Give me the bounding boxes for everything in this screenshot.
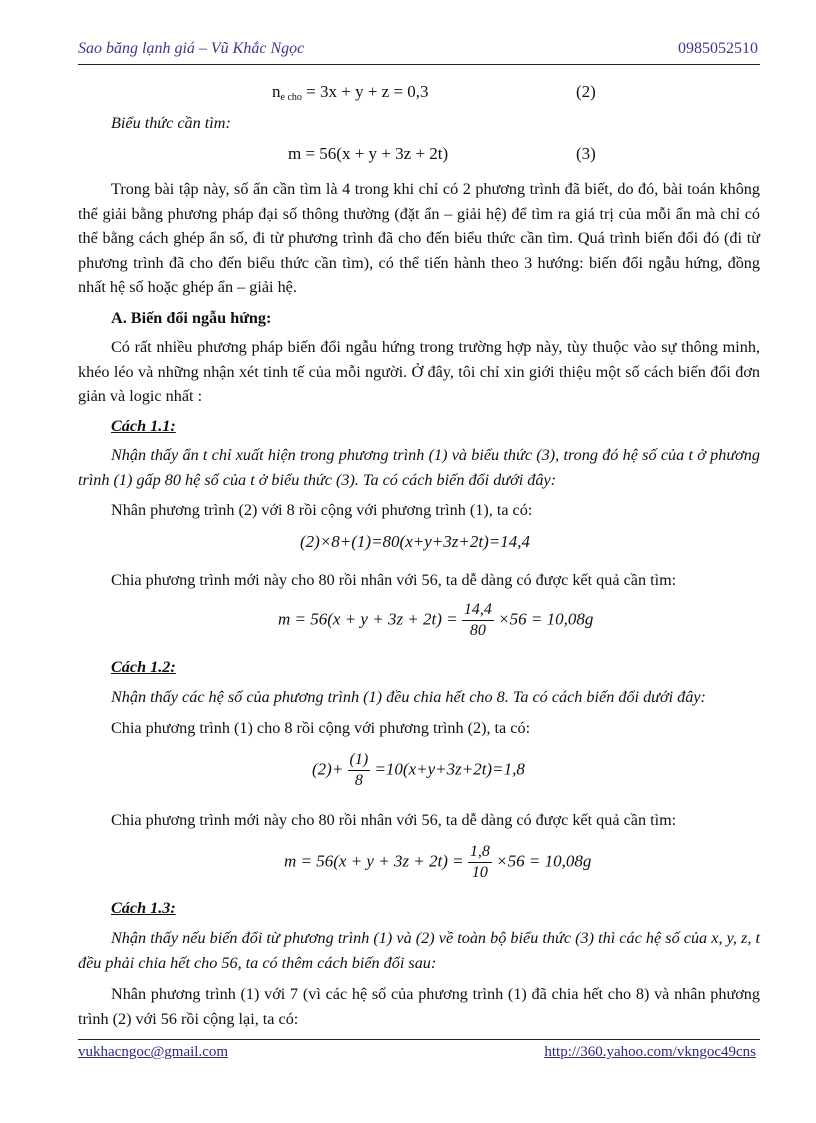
method-1-2-note: Nhận thấy các hệ số của phương trình (1) đều chia hết cho 8. Ta có cách biến đổi dưới đây: <box>111 688 706 706</box>
method-1-2-step2: Chia phương trình mới này cho 80 rồi nhân với 56, ta dễ dàng có được kết quả cần tìm: <box>111 811 677 829</box>
equation-3-number: (3) <box>576 144 596 163</box>
footer-email-link[interactable]: vukhacngoc@gmail.com <box>78 1044 229 1060</box>
header-author: Sao băng lạnh giá – Vũ Khắc Ngọc <box>78 40 305 57</box>
header-phone: 0985052510 <box>678 40 758 57</box>
method-1-3-note: Nhận thấy nếu biến đổi từ phương trình (1) và (2) về toàn bộ biểu thức (3) thì các hệ số của x, y, z, t đều phải chia hết cho 56, ta có thêm cách biến đổi sau: <box>78 929 760 972</box>
method-1-1-note: Nhận thấy ẩn t chỉ xuất hiện trong phương trình (1) và biểu thức (3), trong đó hệ số của t ở phương trình (1) gấp 80 hệ số của t ở biểu thức (3). Ta có cách biến đổi dưới đây: <box>78 446 760 489</box>
method-1-1-step1: Nhân phương trình (2) với 8 rồi cộng với phương trình (1), ta có: <box>111 501 533 519</box>
footer-website-link[interactable]: http://360.yahoo.com/vkngoc49cns <box>544 1044 756 1060</box>
fraction-14-4-over-80: $\frac{14,4}{80}$ <box>463 601 492 639</box>
equation-2: $n_{e cho} = 3x + y + z = 0,3$ <box>272 82 429 103</box>
method-1-2-equation-2: m = 56(x + y + 3z + 2t) = $\frac{1,8}{10}$ ×56 = 10,08g <box>284 843 592 881</box>
footer-rule <box>78 1039 760 1040</box>
method-1-1-step2: Chia phương trình mới này cho 80 rồi nhân với 56, ta dễ dàng có được kết quả cần tìm: <box>111 571 677 589</box>
fraction-1-8-over-10: $\frac{1,8}{10}$ <box>469 843 490 881</box>
method-1-2-title: Cách 1.2: <box>111 658 176 676</box>
method-1-1-equation-2: m = 56(x + y + 3z + 2t) = $\frac{14,4}{80}$ ×56 = 10,08g <box>278 601 594 639</box>
paragraph-section-a: Có rất nhiều phương pháp biến đổi ngẫu hứng trong trường hợp này, tùy thuộc vào sự thông minh, khéo léo và những nhận xét tinh tế của mỗi người. Ở đây, tôi chỉ xin giới thiệu một số cách biến đổi đơn giản và logic nhất : <box>78 338 760 405</box>
equation-3: m = 56(x + y + 3z + 2t) <box>288 144 449 163</box>
paragraph-intro: Trong bài tập này, số ẩn cần tìm là 4 trong khi chỉ có 2 phương trình đã biết, do đó, bài toán không thể giải bằng phương pháp đại số thông thường (đặt ẩn – giải hệ) để tìm ra giá trị của mỗi ẩn mà chỉ có thể bằng cách ghép ẩn số, đi từ phương trình đã cho đến biểu thức cần tìm. Quá trình biến đổi đó (đi từ phương trình đã cho đến biểu thức cần tìm), có thể tiến hành theo 3 hướng: biến đổi ngẫu hứng, đồng nhất hệ số hoặc ghép ẩn – giải hệ. <box>78 180 760 296</box>
method-1-3-title: Cách 1.3: <box>111 899 176 917</box>
equation-2-number: (2) <box>576 82 596 101</box>
fraction-1-over-8: $\frac{(1)}{8}$ <box>349 751 369 789</box>
method-1-2-equation-1: (2)+ $\frac{(1)}{8}$ =10(x+y+3z+2t)=1,8 <box>312 751 525 789</box>
method-1-1-title: Cách 1.1: <box>111 417 176 435</box>
method-1-3-step1: Nhân phương trình (1) với 7 (vì các hệ số của phương trình (1) đã chia hết cho 8) và nhân phương trình (2) với 56 rồi cộng lại, ta có: <box>78 985 760 1028</box>
expression-label: Biểu thức cần tìm: <box>111 114 231 132</box>
method-1-2-step1: Chia phương trình (1) cho 8 rồi cộng với phương trình (2), ta có: <box>111 719 531 737</box>
method-1-1-equation-1: (2)×8+(1)=80(x+y+3z+2t)=14,4 <box>300 532 530 551</box>
section-a-heading: A. Biến đổi ngẫu hứng: <box>111 309 272 327</box>
header-rule <box>78 64 760 65</box>
